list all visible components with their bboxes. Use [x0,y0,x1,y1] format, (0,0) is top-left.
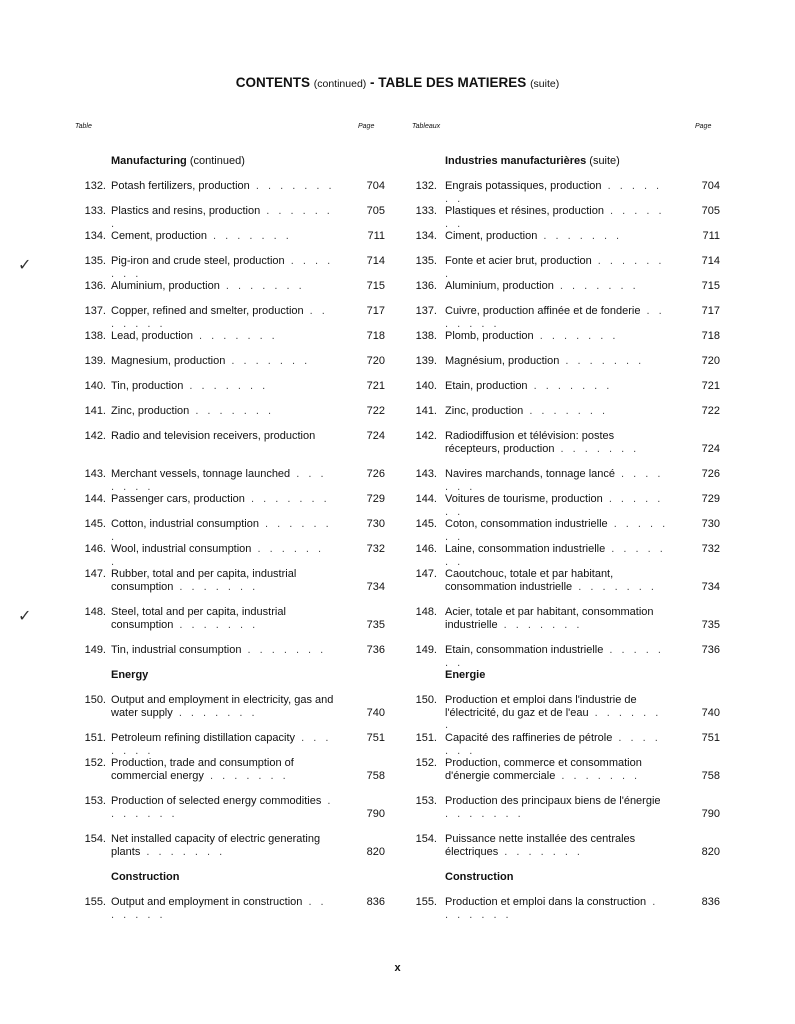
entry-title [111,355,336,368]
page-number-ref: 820 [701,845,720,858]
table-number: 143. [415,468,437,480]
entry-title [111,518,336,543]
column-header-page-left: Page [358,123,375,130]
table-number: 132. [84,180,106,192]
dot-leader: . . . . . . . [559,355,645,367]
page-number-ref: 732 [701,543,720,555]
table-number: 134. [84,230,106,242]
entry-title-text: Plomb, production [445,330,534,342]
table-row [0,795,795,833]
section-heading-bold: Energy [111,669,149,681]
entry-title-text: Passenger cars, production [111,493,245,505]
table-number: 142. [415,430,437,442]
section-heading-bold: Manufacturing [111,155,187,167]
table-row [0,694,795,732]
page-number-ref: 734 [366,580,385,593]
table-number: 142. [84,430,106,442]
entry-title-text: Engrais potassiques, production [445,180,602,192]
dot-leader: . . . . . . . [140,845,226,858]
entry-title-text: Production, trade and consumption of commercial energy [111,757,294,782]
table-number: 143. [84,468,106,480]
dot-leader: . . . . . . . [527,380,613,392]
entry-title [445,468,670,493]
table-row [0,468,795,493]
table-row [0,380,795,405]
dot-leader: . . . . . . . [111,305,328,330]
dot-leader: . . . . . . . [111,255,334,280]
page-number-ref: 711 [702,230,720,242]
page-number-ref: 720 [366,355,385,367]
table-number: 154. [84,833,106,845]
section-heading-bold: Construction [445,871,514,883]
table-number: 139. [84,355,106,367]
section-row [0,871,795,896]
page-number-ref: 714 [366,255,385,267]
entry-title-text: Tin, production [111,380,184,392]
entry-title-text: Production et emploi dans la construction [445,896,647,908]
entry-title [445,330,670,343]
entry-title [445,305,670,330]
page-number-ref: 751 [366,732,385,744]
table-row [0,180,795,205]
entry-title [111,795,336,820]
entry-title-text: Rubber, total and per capita, industrial consumption [111,568,297,593]
section-heading [445,155,670,168]
table-number: 148. [415,606,437,618]
table-row [0,833,795,871]
entry-title-text: Aluminium, production [111,280,220,292]
entry-title [111,468,336,493]
table-number: 145. [415,518,437,530]
dot-leader: . . . . . . . [445,493,664,518]
dot-leader: . . . . . . . [537,230,623,242]
entry-title [111,405,336,418]
entry-title [445,180,670,205]
entry-title-text: Cuivre, production affinée et de fonderie [445,305,641,317]
dot-leader: . . . . . . . [445,255,665,280]
page-number-ref: 751 [701,732,720,744]
entry-title-text: Potash fertilizers, production [111,180,250,192]
dot-leader: . . . . . . . [203,769,289,782]
entry-title-text: Plastiques et résines, production [445,205,604,217]
section-heading [445,871,670,884]
column-header-table: Table [75,123,92,130]
entry-title-text: Steel, total and per capita, industrial consumption [111,606,286,631]
page-number-ref: 715 [366,280,385,292]
entry-title-text: Lead, production [111,330,193,342]
entry-title-text: Ciment, production [445,230,538,242]
page-number-ref: 732 [366,543,385,555]
entry-title [445,430,670,455]
dot-leader: . . . . . . . [497,618,583,631]
dot-leader: . . . . . . . [445,205,665,230]
table-number: 151. [84,732,106,744]
page-number-ref: 836 [366,896,385,908]
table-number: 137. [84,305,106,317]
table-number: 147. [84,568,106,580]
dot-leader: . . . . . . . [244,493,330,505]
entry-title-text: Petroleum refining distillation capacity [111,732,296,744]
entry-title-text: Zinc, production [111,405,190,417]
table-number: 136. [84,280,106,292]
table-row [0,644,795,669]
entry-title [445,205,670,230]
entry-title-text: Production of selected energy commodities [111,795,322,807]
table-row [0,896,795,921]
section-heading [445,669,670,682]
page-number-ref: 736 [701,644,720,656]
entry-title [111,305,336,330]
table-number: 155. [415,896,437,908]
entry-title-text: Tin, industrial consumption [111,644,242,656]
dot-leader: . . . . . . . [111,795,334,820]
entry-title [445,405,670,418]
entry-title-text: Puissance nette installée des centrales électriques [445,833,636,858]
entry-title-text: Fonte et acier brut, production [445,255,592,267]
page-number-ref: 714 [701,255,720,267]
entry-title-text: Merchant vessels, tonnage launched [111,468,291,480]
dot-leader: . . . . . . . [219,280,305,292]
table-number: 150. [415,694,437,706]
page-number: x [394,962,401,974]
section-heading [111,669,336,682]
entry-title-text: Laine, consommation industrielle [445,543,606,555]
page-number-ref: 730 [701,518,720,530]
entry-title-text: Magnésium, production [445,355,560,367]
entry-title [111,606,336,631]
page-number-ref: 740 [366,706,385,719]
entry-title [111,380,336,393]
page-number-ref: 721 [366,380,385,392]
column-header-page-right: Page [695,123,712,130]
entry-title [111,280,336,293]
dot-leader: . . . . . . . [111,732,332,757]
entry-title-text: Plastics and resins, production [111,205,261,217]
table-number: 144. [84,493,106,505]
dot-leader: . . . . . . . [111,896,327,921]
page-number-ref: 704 [366,180,385,192]
entry-title-text: Copper, refined and smelter, production [111,305,304,317]
entry-title [111,330,336,343]
entry-title [111,493,336,506]
dot-leader: . . . . . . . [249,180,335,192]
table-number: 137. [415,305,437,317]
entry-title-text: Radiodiffusion et télévision: postes récepteurs, production [445,430,615,455]
table-number: 152. [84,757,106,769]
page-number-ref: 758 [366,769,385,782]
dot-leader: . . . . . . . [445,543,666,568]
dot-leader: . . . . . . . [572,580,657,593]
page-number-ref: 820 [366,845,385,858]
page-number-ref: 718 [701,330,720,342]
table-number: 138. [415,330,437,342]
page-number-ref: 736 [366,644,385,656]
page-number-ref: 720 [701,355,720,367]
dot-leader: . . . . . . . [445,468,664,493]
entry-title [445,644,670,669]
dot-leader: . . . . . . . [111,205,333,230]
page-number-ref: 790 [701,807,720,820]
title-fr-sub: (suite) [530,78,560,90]
table-row [0,543,795,568]
entry-title [445,543,670,568]
table-row [0,493,795,518]
dot-leader: . . . . . . . [173,618,259,631]
section-row [0,155,795,180]
table-number: 149. [415,644,437,656]
dot-leader: . . . . . . . [445,305,665,330]
section-row [0,669,795,694]
section-heading-note: (continued) [189,155,245,167]
table-number: 135. [415,255,437,267]
entry-title-text: Net installed capacity of electric generating plants [111,833,321,858]
page-number-ref: 711 [367,230,385,242]
page-number-ref: 735 [366,618,385,631]
entry-title [445,896,670,921]
table-number: 138. [84,330,106,342]
entry-title-text: Radio and television receivers, production [111,430,316,442]
page-number-ref: 721 [701,380,720,392]
entry-title [111,205,336,230]
table-row [0,606,795,644]
entry-title-text: Wool, industrial consumption [111,543,252,555]
table-number: 148. [84,606,106,618]
entry-title-text: Etain, consommation industrielle [445,644,604,656]
table-row [0,330,795,355]
section-heading-bold: Industries manufacturières [445,155,587,167]
table-number: 139. [415,355,437,367]
dot-leader: . . . . . . . [445,518,669,543]
entry-title-text: Cement, production [111,230,207,242]
entry-title [445,493,670,518]
page-number-ref: 705 [366,205,385,217]
table-number: 154. [415,833,437,845]
dot-leader: . . . . . . . [189,405,275,417]
page-number-ref: 734 [701,580,720,593]
table-number: 151. [415,732,437,744]
dot-leader: . . . . . . . [173,580,259,593]
table-number: 146. [415,543,437,555]
page-number-ref: 717 [366,305,385,317]
entry-title [111,430,336,443]
section-heading [111,155,336,168]
contents-list [0,155,795,921]
table-row [0,355,795,380]
table-number: 140. [84,380,106,392]
table-number: 135. [84,255,106,267]
page-title [0,75,795,90]
dot-leader: . . . . . . . [445,732,661,757]
table-number: 133. [415,205,437,217]
table-number: 149. [84,644,106,656]
table-row [0,255,795,280]
table-number: 141. [84,405,106,417]
entry-title [111,896,336,921]
page-number-ref: 758 [701,769,720,782]
table-number: 155. [84,896,106,908]
entry-title [111,255,336,280]
entry-title-text: Coton, consommation industrielle [445,518,608,530]
dot-leader: . . . . . . . [445,807,524,820]
section-heading-note: (suite) [589,155,620,167]
page-number-ref: 715 [701,280,720,292]
dot-leader: . . . . . . . [111,543,325,568]
table-number: 146. [84,543,106,555]
entry-title [445,694,670,732]
title-separator: - [366,75,379,90]
entry-title-text: Output and employment in construction [111,896,303,908]
entry-title [111,644,336,657]
entry-title-text: Zinc, production [445,405,524,417]
entry-title-text: Cotton, industrial consumption [111,518,259,530]
dot-leader: . . . . . . . [445,644,664,669]
dot-leader: . . . . . . . [192,330,278,342]
page-number-ref: 836 [701,896,720,908]
table-number: 152. [415,757,437,769]
table-number: 132. [415,180,437,192]
dot-leader: . . . . . . . [498,845,583,858]
table-row [0,430,795,468]
table-row [0,757,795,795]
page-number-ref: 717 [701,305,720,317]
page-number-ref: 726 [366,468,385,480]
entry-title-text: Magnesium, production [111,355,226,367]
entry-title [445,355,670,368]
dot-leader: . . . . . . . [554,442,640,455]
dot-leader: . . . . . . . [241,644,327,656]
title-fr: TABLE DES MATIERES [378,75,527,90]
table-number: 133. [84,205,106,217]
dot-leader: . . . . . . . [533,330,619,342]
entry-title [445,280,670,293]
section-heading-bold: Construction [111,871,180,883]
page-number-ref: 726 [701,468,720,480]
table-number: 134. [415,230,437,242]
page-number-ref: 729 [701,493,720,505]
page-number-ref: 735 [701,618,720,631]
entry-title-text: Acier, totale et par habitant, consommation industrielle [445,606,654,631]
table-row [0,205,795,230]
table-row [0,568,795,606]
table-row [0,732,795,757]
table-row [0,518,795,543]
table-number: 153. [415,795,437,807]
page-number-ref: 722 [366,405,385,417]
entry-title-text: Pig-iron and crude steel, production [111,255,285,267]
table-number: 141. [415,405,437,417]
dot-leader: . . . . . . . [445,896,659,921]
entry-title [445,230,670,243]
entry-title [445,255,670,280]
page-number-ref: 729 [366,493,385,505]
entry-title [111,732,336,757]
table-number: 144. [415,493,437,505]
dot-leader: . . . . . . . [225,355,311,367]
page-number-ref: 790 [366,807,385,820]
section-heading-bold: Energie [445,669,486,681]
entry-title [445,795,670,820]
dot-leader: . . . . . . . [555,769,641,782]
entry-title [111,543,336,568]
table-row [0,305,795,330]
dot-leader: . . . . . . . [111,518,332,543]
entry-title-text: Output and employment in electricity, gas and water supply [111,694,334,719]
dot-leader: . . . . . . . [172,706,258,719]
page-number-ref: 724 [701,442,720,455]
entry-title-text: Etain, production [445,380,528,392]
entry-title-text: Aluminium, production [445,280,554,292]
table-number: 136. [415,280,437,292]
table-number: 140. [415,380,437,392]
entry-title [111,568,336,593]
page-number-ref: 705 [701,205,720,217]
page-number-ref: 724 [366,430,385,442]
checkmark-icon: ✓ [18,257,32,274]
entry-title [111,230,336,243]
page-number-ref: 730 [366,518,385,530]
table-number: 153. [84,795,106,807]
table-number: 150. [84,694,106,706]
page-number-ref: 740 [701,706,720,719]
page-number-ref: 704 [701,180,720,192]
table-number: 145. [84,518,106,530]
dot-leader: . . . . . . . [207,230,292,242]
dot-leader: . . . . . . . [523,405,609,417]
entry-title [445,518,670,543]
table-row [0,230,795,255]
table-number: 147. [415,568,437,580]
section-heading [111,871,336,884]
dot-leader: . . . . . . . [553,280,639,292]
entry-title-text: Voitures de tourisme, production [445,493,603,505]
entry-title-text: Production des principaux biens de l'énergie [445,795,661,807]
table-row [0,405,795,430]
entry-title-text: Caoutchouc, totale et par habitant, consommation industrielle [445,568,614,593]
entry-title-text: Production, commerce et consommation d'énergie commerciale [445,757,642,782]
page-number-ref: 718 [366,330,385,342]
entry-title [445,380,670,393]
entry-title [445,732,670,757]
title-en: CONTENTS [235,75,310,90]
dot-leader: . . . . . . . [445,180,663,205]
entry-title [111,833,336,858]
dot-leader: . . . . . . . [183,380,269,392]
entry-title [445,757,670,782]
page-number-ref: 722 [701,405,720,417]
checkmark-icon: ✓ [18,608,32,625]
column-header-tableaux: Tableaux [412,123,441,130]
entry-title-text: Capacité des raffineries de pétrole [445,732,613,744]
entry-title [111,757,336,782]
entry-title [445,568,670,593]
entry-title [111,180,336,193]
entry-title [445,833,670,858]
table-row [0,280,795,305]
entry-title [445,606,670,631]
entry-title [111,694,336,719]
entry-title-text: Production et emploi dans l'industrie de l'électricité, du gaz et de l'eau [445,694,637,719]
dot-leader: . . . . . . . [111,468,327,493]
dot-leader: . . . . . . . [445,706,662,731]
entry-title-text: Navires marchands, tonnage lancé [445,468,615,480]
title-en-sub: (continued) [313,78,367,90]
